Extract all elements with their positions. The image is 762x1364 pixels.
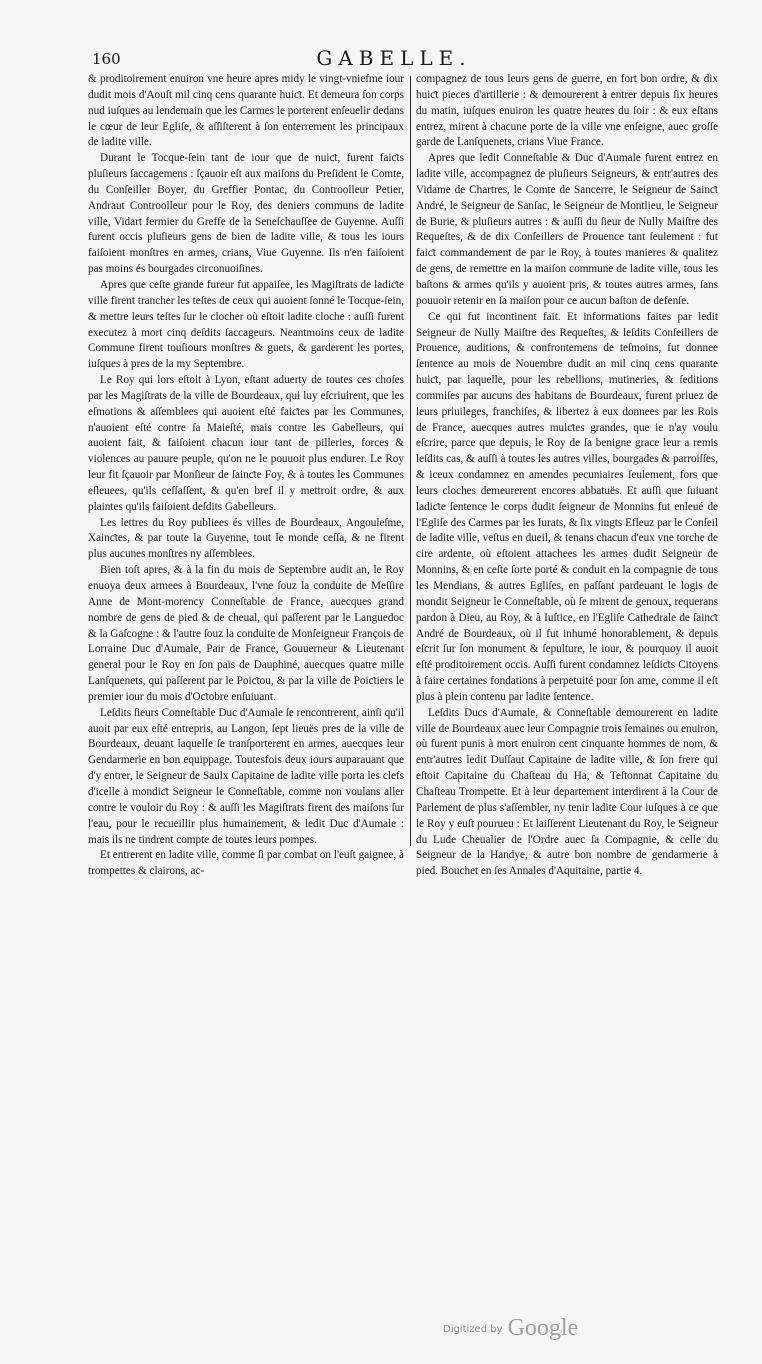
paragraph: Durant le Tocque-ſein tant de iour que de nuiƈt, furent faiƈts pluſieurs ſaccagemens : ſçauoir eſt aux maiſons du Preſident le Comte, du Conſeiller Boyer, du Greffier Pontac, du Controolleur Petier, Andraut Controolleur pour le Roy, des deniers communs de ladite ville, Vidart fermier du Greffe de la Seneſchauſſee de Guyenne. Auſſi furent occis pluſieurs gens de bien de ladite ville, & tous les iours faiſoient monſtres en armes, crians, Viue Guyenne. Ils n'en faiſoient pas moins és bourgades circonuoiſines. xyxy=(88,152,404,276)
paragraph: Bien toſt apres, & à la fin du mois de Septembre audit an, le Roy enuoya deux armees à Bourdeaux, l'vne ſouz la conduite de Meſſire Anne de Mont-morency Conneſtable de France, auecques grand nombre de gens de pied & de cheual, qui paſſerent par le Languedoc & la Gaſcogne : & l'autre ſouz la conduite de Monſeigneur François de Lorraine Duc d'Aumale, Pair de France, Gouuerneur & Lieutenant general pour le Roy en ſon païs de Dauphiné, auecques quatre mille Lanſquenets, qui paſſerent par le Poiƈtou, & par la ville de Poiƈtiers le premier iour du mois d'Oƈtobre enſuiuant. xyxy=(88,564,404,703)
right-column xyxy=(416,72,718,880)
paragraph: & proditoirement enuiron vne heure apres midy le vingt-vniefme iour dudit mois d'Aouſt mil cinq cens quarante huiƈt. Et demeura ſon corps nud iuſques au lendemain que les Carmes le porterent enſeuelir dedans le cœur de leur Egliſe, & aſſiſterent à ſon enterrement les principaux de ladite ville. xyxy=(88,73,404,149)
column-divider xyxy=(410,76,411,846)
watermark-prefix: Digitized by xyxy=(443,1324,503,1335)
paragraph: Ce qui fut incontinent fait. Et informations faites par ledit Seigneur de Nully Maiſtre des Requeſtes, & leſdits Conſeillers de Prouence, auditions, & confrontemens de teſmoins, fut donnee ſentence au mois de Nouembre dudit an mil cinq cens quarante huiƈt, par laquelle, pour les rebellions, mutineries, & ſeditions commiſes par aucuns des habitans de Bourdeaux, furent priuez de leurs priuileges, franchiſes, & libertez à eux donnees par les Rois de France, auecques autres mulƈtes grandes, que ie n'ay voulu eſcrire, parce que depuis, le Roy de ſa benigne grace leur a remis leſdits cas, & auſſi à toutes les autres villes, bourgades & parroiſſes, & iceux condamnez en amendes pecuniaires ſeulement, fors que leurs cloches demeurerent encores abbatuës. Et auſſi que ſuiuant ladiƈte ſentence le corps dudit ſeigneur de Monnins fut enleué de l'Egliſe des Carmes par les Iurats, & ſix vingts Efleuz par le Conſeil de ladite ville, veſtus en dueil, & tenans chacun d'eux vne torche de cire ardente, où eſtoient attachees les armes dudit Seigneur de Monnins, & en ceſte ſorte porté & conduit en la compagnie de tous les Mendians, & autres Egliſes, en paſſant pardeuant le logis de mondit Seigneur le Conneſtable, où ſe mirent de genoux, requerans pardon à Dieu, au Roy, & à Iuſtice, en l'Egliſe Cathedrale de ſainƈt André de Bourdeaux, où il fut inhumé honorablement, & depuis eſcrit ſur ſon monument & ſepulture, le iour, & pourquoy il auoit eſté proditoirement occis. Auſſi furent condamnez leſdiƈts Citoyens à faire certaines fondations à perpetuité pour ſon ame, comme il eſt plus à plein contenu par ladite ſentence. xyxy=(416,310,718,703)
left-column xyxy=(88,72,404,880)
paragraph: Leſdits ſieurs Conneſtable Duc d'Aumale ſe rencontrerent, ainſi qu'il auoit par eux eſté entrepris, au Langon, ſept lieuës pres de la ville de Bourdeaux, deuant laquelle ſe tranſporterent en armes, auecques leur Gendarmerie en bon equippage. Toutesfois deux iours auparauant que d'y entrer, le Seigneur de Saulx Capitaine de ladite ville porta les clefs d'icelle à mondiƈt Seigneur le Conneſtable, comme non voulans aller contre le vouloir du Roy : & auſſi les Magiſtrats firent des maiſons ſur l'eau, pour le recueillir plus humainement, & ledit Duc d'Aumale : mais ils ne tindrent compte de toutes leurs pompes. xyxy=(88,706,404,846)
google-logo: Google xyxy=(507,1315,579,1341)
page-header xyxy=(84,46,704,72)
paragraph: Et entrerent en ladite ville, comme ſi par combat on l'euſt gaignee, à trompettes & clairons, ac- xyxy=(88,849,404,878)
running-title: GABELLE. xyxy=(316,46,472,70)
paragraph: Les lettres du Roy publiees és villes de Bourdeaux, Angouleſme, Xainƈtes, & par toute la Guyenne, tout le monde ceſſa, & ne firent plus aucunes monſtres ny aſſemblees. xyxy=(88,516,404,561)
digitized-by-google-watermark xyxy=(443,1315,578,1342)
paragraph: Apres que ceſte grande fureur fut appaiſee, les Magiſtrats de ladiƈte ville firent trancher les teſtes de ceux qui auoient ſonné le Tocque-ſein, & mettre leurs teſtes ſur le clocher où eſtoit ladite cloche : auſſi furent executez à mort cinq deſdits ſaccageurs. Neantmoins ceux de ladite Commune firent touſiours monſtres & guets, & garderent les portes, iuſques à pres de la my Septembre. xyxy=(88,278,404,371)
paragraph: Le Roy qui lors eſtoit à Lyon, eſtant aduerty de toutes ces choſes par les Magiſtrats de la ville de Bourdeaux, qui luy eſcriuirent, que les eſmotions & aſſemblees qui auoient eſté faiƈtes par les Communes, n'auoient eſté contre ſa Maieſté, mais contre les Gabelleurs, qui auoient fait, & faiſoient chacun iour tant de pilleries, forces & violences au pauure peuple, qu'on ne le pouuoit plus endurer. Le Roy leur fit ſçauoir par Monſieur de ſainƈte Foy, & à toutes les Communes eſleuees, qu'ils ceſſaſſent, & qu'en bref il y mettroit ordre, & aux plaintes qu'ils faiſoient deſdits Gabelleurs. xyxy=(88,374,404,513)
page-number: 160 xyxy=(92,50,121,68)
paragraph: Apres que ledit Conneſtable & Duc d'Aumale furent entrez en ladite ville, accompagnez de pluſieurs Seigneurs, & entr'autres des Vidame de Chartres, le Comte de Sancerre, le Seigneur de Sainƈt André, le Seigneur de Sanſac, le Seigneur de Montlieu, le Seigneur de Burie, & pluſieurs autres : & auſſi du ſieur de Nully Maiſtre des Requeſtes, & de dix Conſeillers de Prouence tant ſeulement : fut faiƈt commandement de par le Roy, à toutes manieres & qualitez de gens, de remettre en la maiſon commune de ladite ville, tous les baſtons & armes qu'ils y auoient pris, & toutes autres armes, ſans pouuoir retenir en ſa maiſon pour ce aucun baſton de defenſe. xyxy=(416,152,718,307)
paragraph: Leſdits Ducs d'Aumale, & Conneſtable demourerent en ladite ville de Bourdeaux auec leur Compagnie trois ſemaines ou enuiron, où furent punis à mort enuiron cent cinquante hommes de nom, & entr'autres ledit Duſſaut Capitaine de ladite ville, & ſon frere qui eſtoit Capitaine du Chaſteau du Ha, & Teſtonnat Capitaine du Chaſteau Trompette. Et à leur departement interdirent à la Cour de Parlement de plus s'aſſembler, ny tenir ladite Cour iuſques à ce que le Roy y euſt pourueu : Et laiſſerent Lieutenant du Roy, le Seigneur du Lude Cheualier de l'Ordre auec ſa Compagnie, & celle du Seigneur de la Handye, & autre bon nombre de gendarmerie à pied. Bouchet en ſes Annales d'Aquitaine, partie 4. xyxy=(416,706,718,878)
paragraph: compagnez de tous leurs gens de guerre, en fort bon ordre, & dix huiƈt pieces d'artillerie : & demourerent à entrer depuis ſix heures du matin, iuſques enuiron les quatre heures du ſoir : & eux eſtans entrez, mirent à chacune porte de la ville vne enſeigne, auec groſſe garde de Lanſquenets, crians Viue France. xyxy=(416,73,718,149)
